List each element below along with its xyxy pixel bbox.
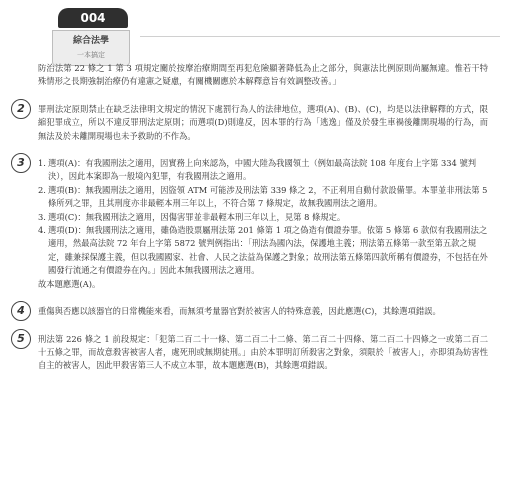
answer-section-2 [17,101,488,143]
answer-text: 重傷與否應以該器官的日常機能來看，而無須考量器官對於被害人的特殊意義，因此應選(C)，其餘選項錯誤。 [38,306,441,317]
page-content [17,62,488,373]
header-divider [140,36,500,37]
answer-number-badge: 3 [11,153,31,173]
list-item: 1. 選項(A)：有我國刑法之適用，因實務上向來認為，中國大陸為我國領土（例如最高法院 108 年度台上字第 334 號判決），因此本案即為一般境內犯罪，有我國刑法之適用。 [38,158,477,182]
answer-text: 罪刑法定原則禁止在缺乏法律明文規定的情況下處罰行為人的法律地位，選項(A)、(B)、(C)，均是以法律解釋的方式，限縮犯罪成立，所以不違反罪刑法定原則；而選項(D)則違反，因本罪的行為「逃逸」僅及於發生車禍後離開現場的行為，而無法及於未離開現場也未予救助的不作為。 [38,103,488,141]
answer-number-badge: 2 [11,99,31,119]
book-subtitle: 一本搞定 [77,51,105,59]
list-item: 2. 選項(B)：無我國刑法之適用，因盜領 ATM 可能涉及刑法第 339 條之 2，不正利用自動付款設備罪。本罪並非刑法第 5 條所列之罪，且其刑度亦非最輕本刑三年以上，不符合第 7 條規定，故無我國刑法之適用。 [38,184,488,209]
answer-item-list [38,157,488,278]
answer-number-badge: 4 [11,301,31,321]
book-title-box [52,30,130,66]
page-header [30,8,500,64]
answer-text: 刑法第 226 條之 1 前段規定：「犯第二百二十一條、第二百二十二條、第二百二十四條、第二百二十四條之一或第二百二十五條之罪，而故意殺害被害人者，處死刑或無期徒刑。」由於本罪明訂所殺害之對象，須限於「被害人」，亦即須為妨害性自主的被害人，因此甲殺害第三人不成立本罪，故本題應選(B)，其餘選項錯誤。 [38,333,488,371]
answer-conclusion: 故本題應選(A)。 [38,278,101,289]
page-number-badge: 004 [58,8,128,28]
book-title: 綜合法學 [72,36,109,46]
list-item: 3. 選項(C)：無我國刑法之適用，因傷害罪並非最輕本刑三年以上，見第 8 條規定。 [38,211,346,222]
intro-paragraph: 防治法第 22 條之 1 第 3 項規定關於按摩治療期間至再犯危險顯著降低為止之部分，與憲法比例原則尚屬無違。惟若干特殊情形之長期強制治療仍有違憲之疑慮，有關機關應於本解釋意旨有效調整改善。」 [38,63,488,87]
list-item: 4. 選項(D)：無我國刑法之適用，雖偽造股票屬刑法第 201 條第 1 項之偽造有價證券罪。依第 5 條第 6 款似有我國刑法之適用，然最高法院 72 年台上字第 5872 號判例指出：「刑法為國內法，保護地主義；刑法第五條第一款至第五款之規定，雖兼採保護主義，但以我國國家、社會、人民之法益為保護之對象；故刑法第五條第四款所稱有價證券，不包括在外國發行流通之有價證券在內。」因此本無我國刑法之適用。 [38,225,488,276]
answer-section-4 [17,304,488,318]
answer-section-3 [17,156,488,291]
answer-number-badge: 5 [11,329,31,349]
answer-section-5 [17,331,488,373]
